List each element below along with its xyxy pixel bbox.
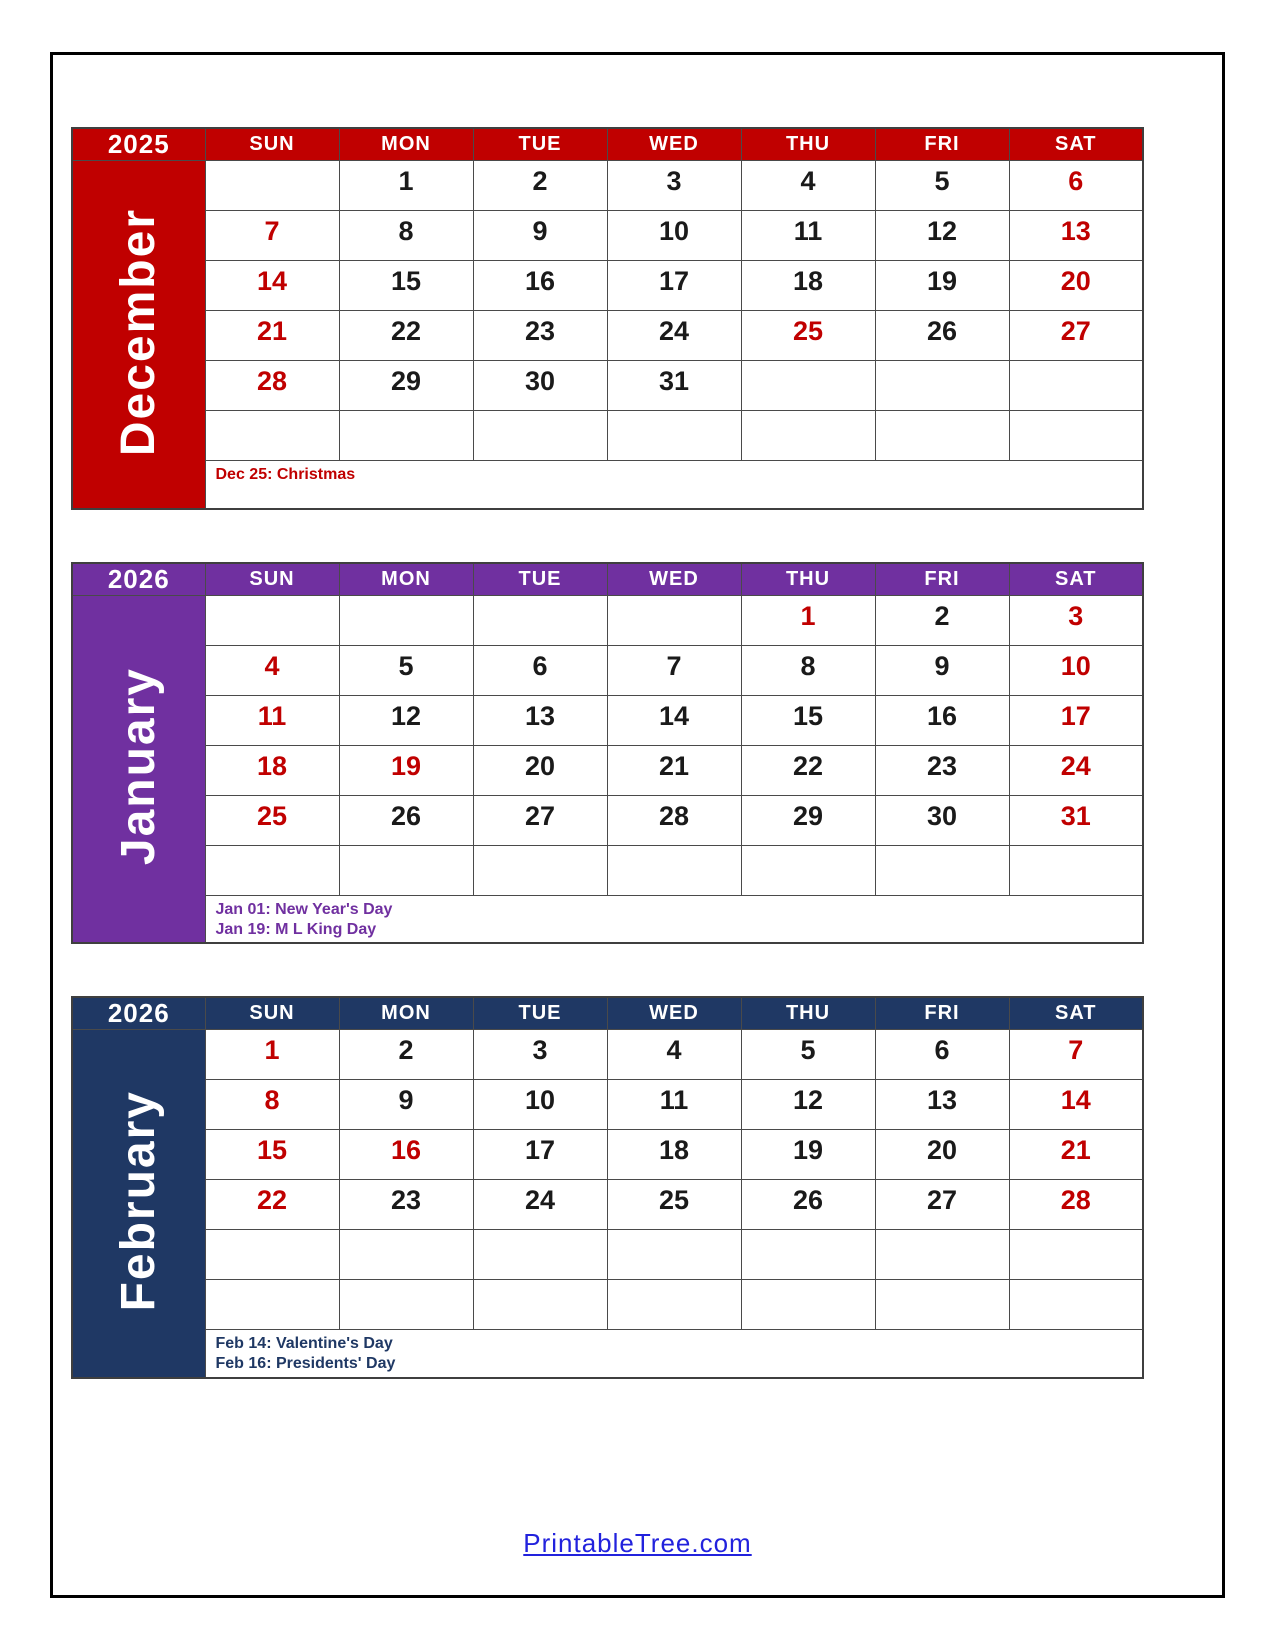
- empty-date-cell: [339, 411, 473, 461]
- date-cell-27: 27: [1009, 311, 1143, 361]
- week-row: [72, 1130, 1143, 1180]
- holiday-notes: [205, 461, 1143, 509]
- weekday-header-wed: WED: [607, 563, 741, 596]
- empty-date-cell: [875, 1230, 1009, 1280]
- date-cell-29: 29: [741, 795, 875, 845]
- weekday-header-fri: FRI: [875, 563, 1009, 596]
- date-cell-7: 7: [607, 645, 741, 695]
- date-cell-5: 5: [339, 645, 473, 695]
- month-spacer: [71, 510, 1144, 562]
- notes-row: [72, 895, 1143, 943]
- date-cell-2: 2: [875, 595, 1009, 645]
- holiday-note: Jan 19: M L King Day: [215, 920, 377, 938]
- date-cell-12: 12: [875, 211, 1009, 261]
- date-cell-26: 26: [339, 795, 473, 845]
- date-cell-25: 25: [205, 795, 339, 845]
- date-cell-2: 2: [473, 161, 607, 211]
- date-cell-13: 13: [473, 695, 607, 745]
- date-cell-4: 4: [607, 1030, 741, 1080]
- week-row: [72, 1280, 1143, 1330]
- date-cell-22: 22: [339, 311, 473, 361]
- weekday-header-thu: THU: [741, 997, 875, 1030]
- week-row: [72, 1180, 1143, 1230]
- header-row: [72, 563, 1143, 596]
- date-cell-21: 21: [205, 311, 339, 361]
- empty-date-cell: [607, 1280, 741, 1330]
- date-cell-28: 28: [607, 795, 741, 845]
- month-spacer: [71, 944, 1144, 996]
- date-cell-23: 23: [473, 311, 607, 361]
- date-cell-11: 11: [205, 695, 339, 745]
- date-cell-19: 19: [339, 745, 473, 795]
- empty-date-cell: [339, 1230, 473, 1280]
- date-cell-13: 13: [1009, 211, 1143, 261]
- week-row: [72, 161, 1143, 211]
- notes-row: [72, 1330, 1143, 1378]
- weekday-header-fri: FRI: [875, 128, 1009, 161]
- empty-date-cell: [875, 1280, 1009, 1330]
- empty-date-cell: [205, 161, 339, 211]
- months-container: [71, 127, 1144, 1379]
- weekday-header-mon: MON: [339, 128, 473, 161]
- date-cell-3: 3: [607, 161, 741, 211]
- year-label: 2026: [72, 563, 205, 596]
- empty-date-cell: [875, 361, 1009, 411]
- week-row: [72, 311, 1143, 361]
- date-cell-24: 24: [607, 311, 741, 361]
- date-cell-12: 12: [339, 695, 473, 745]
- date-cell-15: 15: [205, 1130, 339, 1180]
- date-cell-17: 17: [473, 1130, 607, 1180]
- date-cell-23: 23: [875, 745, 1009, 795]
- date-cell-11: 11: [741, 211, 875, 261]
- date-cell-25: 25: [741, 311, 875, 361]
- date-cell-27: 27: [473, 795, 607, 845]
- weekday-header-tue: TUE: [473, 563, 607, 596]
- date-cell-20: 20: [473, 745, 607, 795]
- date-cell-3: 3: [1009, 595, 1143, 645]
- date-cell-16: 16: [339, 1130, 473, 1180]
- month-name-sidebar: [72, 1030, 205, 1378]
- empty-date-cell: [607, 595, 741, 645]
- year-label: 2026: [72, 997, 205, 1030]
- date-cell-20: 20: [1009, 261, 1143, 311]
- week-row: [72, 695, 1143, 745]
- empty-date-cell: [205, 411, 339, 461]
- date-cell-26: 26: [875, 311, 1009, 361]
- date-cell-20: 20: [875, 1130, 1009, 1180]
- empty-date-cell: [741, 845, 875, 895]
- date-cell-30: 30: [473, 361, 607, 411]
- notes-row: [72, 461, 1143, 509]
- date-cell-12: 12: [741, 1080, 875, 1130]
- date-cell-1: 1: [205, 1030, 339, 1080]
- empty-date-cell: [741, 1230, 875, 1280]
- empty-date-cell: [607, 1230, 741, 1280]
- empty-date-cell: [741, 411, 875, 461]
- date-cell-8: 8: [205, 1080, 339, 1130]
- date-cell-25: 25: [607, 1180, 741, 1230]
- date-cell-6: 6: [1009, 161, 1143, 211]
- week-row: [72, 745, 1143, 795]
- date-cell-1: 1: [741, 595, 875, 645]
- date-cell-17: 17: [1009, 695, 1143, 745]
- date-cell-19: 19: [875, 261, 1009, 311]
- date-cell-14: 14: [205, 261, 339, 311]
- week-row: [72, 261, 1143, 311]
- date-cell-15: 15: [339, 261, 473, 311]
- week-row: [72, 795, 1143, 845]
- empty-date-cell: [473, 845, 607, 895]
- date-cell-22: 22: [205, 1180, 339, 1230]
- week-row: [72, 211, 1143, 261]
- date-cell-8: 8: [741, 645, 875, 695]
- date-cell-6: 6: [473, 645, 607, 695]
- month-calendar-january-2026: [71, 562, 1144, 945]
- empty-date-cell: [339, 595, 473, 645]
- date-cell-9: 9: [473, 211, 607, 261]
- week-row: [72, 845, 1143, 895]
- month-name-sidebar: [72, 161, 205, 509]
- weekday-header-wed: WED: [607, 997, 741, 1030]
- date-cell-31: 31: [607, 361, 741, 411]
- date-cell-16: 16: [473, 261, 607, 311]
- weekday-header-sun: SUN: [205, 563, 339, 596]
- date-cell-7: 7: [1009, 1030, 1143, 1080]
- empty-date-cell: [1009, 411, 1143, 461]
- holiday-notes: [205, 895, 1143, 943]
- empty-date-cell: [607, 411, 741, 461]
- header-row: [72, 997, 1143, 1030]
- date-cell-31: 31: [1009, 795, 1143, 845]
- date-cell-4: 4: [741, 161, 875, 211]
- date-cell-23: 23: [339, 1180, 473, 1230]
- empty-date-cell: [473, 1230, 607, 1280]
- empty-date-cell: [205, 1230, 339, 1280]
- date-cell-9: 9: [875, 645, 1009, 695]
- year-label: 2025: [72, 128, 205, 161]
- holiday-note: Feb 16: Presidents' Day: [215, 1355, 396, 1372]
- empty-date-cell: [875, 845, 1009, 895]
- weekday-header-fri: FRI: [875, 997, 1009, 1030]
- date-cell-18: 18: [741, 261, 875, 311]
- empty-date-cell: [1009, 845, 1143, 895]
- date-cell-7: 7: [205, 211, 339, 261]
- date-cell-4: 4: [205, 645, 339, 695]
- empty-date-cell: [205, 595, 339, 645]
- empty-date-cell: [1009, 1230, 1143, 1280]
- weekday-header-sun: SUN: [205, 997, 339, 1030]
- footer-link[interactable]: PrintableTree.com: [523, 1528, 752, 1558]
- month-name-label: January: [112, 667, 166, 866]
- weekday-header-thu: THU: [741, 563, 875, 596]
- date-cell-24: 24: [1009, 745, 1143, 795]
- holiday-notes: [205, 1330, 1143, 1378]
- date-cell-28: 28: [1009, 1180, 1143, 1230]
- date-cell-8: 8: [339, 211, 473, 261]
- month-calendar-december-2025: [71, 127, 1144, 510]
- header-row: [72, 128, 1143, 161]
- empty-date-cell: [741, 1280, 875, 1330]
- date-cell-28: 28: [205, 361, 339, 411]
- weekday-header-sat: SAT: [1009, 997, 1143, 1030]
- date-cell-18: 18: [205, 745, 339, 795]
- date-cell-17: 17: [607, 261, 741, 311]
- weekday-header-wed: WED: [607, 128, 741, 161]
- weekday-header-mon: MON: [339, 997, 473, 1030]
- date-cell-10: 10: [607, 211, 741, 261]
- date-cell-1: 1: [339, 161, 473, 211]
- weekday-header-tue: TUE: [473, 128, 607, 161]
- empty-date-cell: [205, 1280, 339, 1330]
- empty-date-cell: [339, 845, 473, 895]
- week-row: [72, 645, 1143, 695]
- date-cell-29: 29: [339, 361, 473, 411]
- date-cell-21: 21: [1009, 1130, 1143, 1180]
- week-row: [72, 411, 1143, 461]
- footer: [53, 1528, 1222, 1559]
- week-row: [72, 1030, 1143, 1080]
- date-cell-16: 16: [875, 695, 1009, 745]
- date-cell-6: 6: [875, 1030, 1009, 1080]
- empty-date-cell: [339, 1280, 473, 1330]
- date-cell-30: 30: [875, 795, 1009, 845]
- date-cell-2: 2: [339, 1030, 473, 1080]
- weekday-header-sun: SUN: [205, 128, 339, 161]
- week-row: [72, 595, 1143, 645]
- weekday-header-sat: SAT: [1009, 128, 1143, 161]
- empty-date-cell: [473, 1280, 607, 1330]
- date-cell-5: 5: [875, 161, 1009, 211]
- empty-date-cell: [1009, 1280, 1143, 1330]
- empty-date-cell: [607, 845, 741, 895]
- date-cell-26: 26: [741, 1180, 875, 1230]
- month-calendar-february-2026: [71, 996, 1144, 1379]
- month-name-label: February: [112, 1090, 166, 1312]
- month-name-sidebar: [72, 595, 205, 943]
- empty-date-cell: [741, 361, 875, 411]
- weekday-header-sat: SAT: [1009, 563, 1143, 596]
- date-cell-5: 5: [741, 1030, 875, 1080]
- date-cell-15: 15: [741, 695, 875, 745]
- date-cell-13: 13: [875, 1080, 1009, 1130]
- empty-date-cell: [473, 411, 607, 461]
- date-cell-19: 19: [741, 1130, 875, 1180]
- empty-date-cell: [875, 411, 1009, 461]
- date-cell-18: 18: [607, 1130, 741, 1180]
- empty-date-cell: [205, 845, 339, 895]
- week-row: [72, 361, 1143, 411]
- weekday-header-thu: THU: [741, 128, 875, 161]
- date-cell-11: 11: [607, 1080, 741, 1130]
- holiday-note: Feb 14: Valentine's Day: [215, 1335, 393, 1352]
- date-cell-9: 9: [339, 1080, 473, 1130]
- date-cell-14: 14: [1009, 1080, 1143, 1130]
- date-cell-21: 21: [607, 745, 741, 795]
- empty-date-cell: [473, 595, 607, 645]
- week-row: [72, 1230, 1143, 1280]
- date-cell-22: 22: [741, 745, 875, 795]
- date-cell-14: 14: [607, 695, 741, 745]
- date-cell-24: 24: [473, 1180, 607, 1230]
- page-border: [50, 52, 1225, 1598]
- weekday-header-mon: MON: [339, 563, 473, 596]
- holiday-note: Dec 25: Christmas: [215, 466, 356, 483]
- holiday-note: Jan 01: New Year's Day: [215, 900, 393, 918]
- date-cell-3: 3: [473, 1030, 607, 1080]
- week-row: [72, 1080, 1143, 1130]
- date-cell-10: 10: [1009, 645, 1143, 695]
- date-cell-10: 10: [473, 1080, 607, 1130]
- empty-date-cell: [1009, 361, 1143, 411]
- month-name-label: December: [112, 207, 166, 456]
- date-cell-27: 27: [875, 1180, 1009, 1230]
- weekday-header-tue: TUE: [473, 997, 607, 1030]
